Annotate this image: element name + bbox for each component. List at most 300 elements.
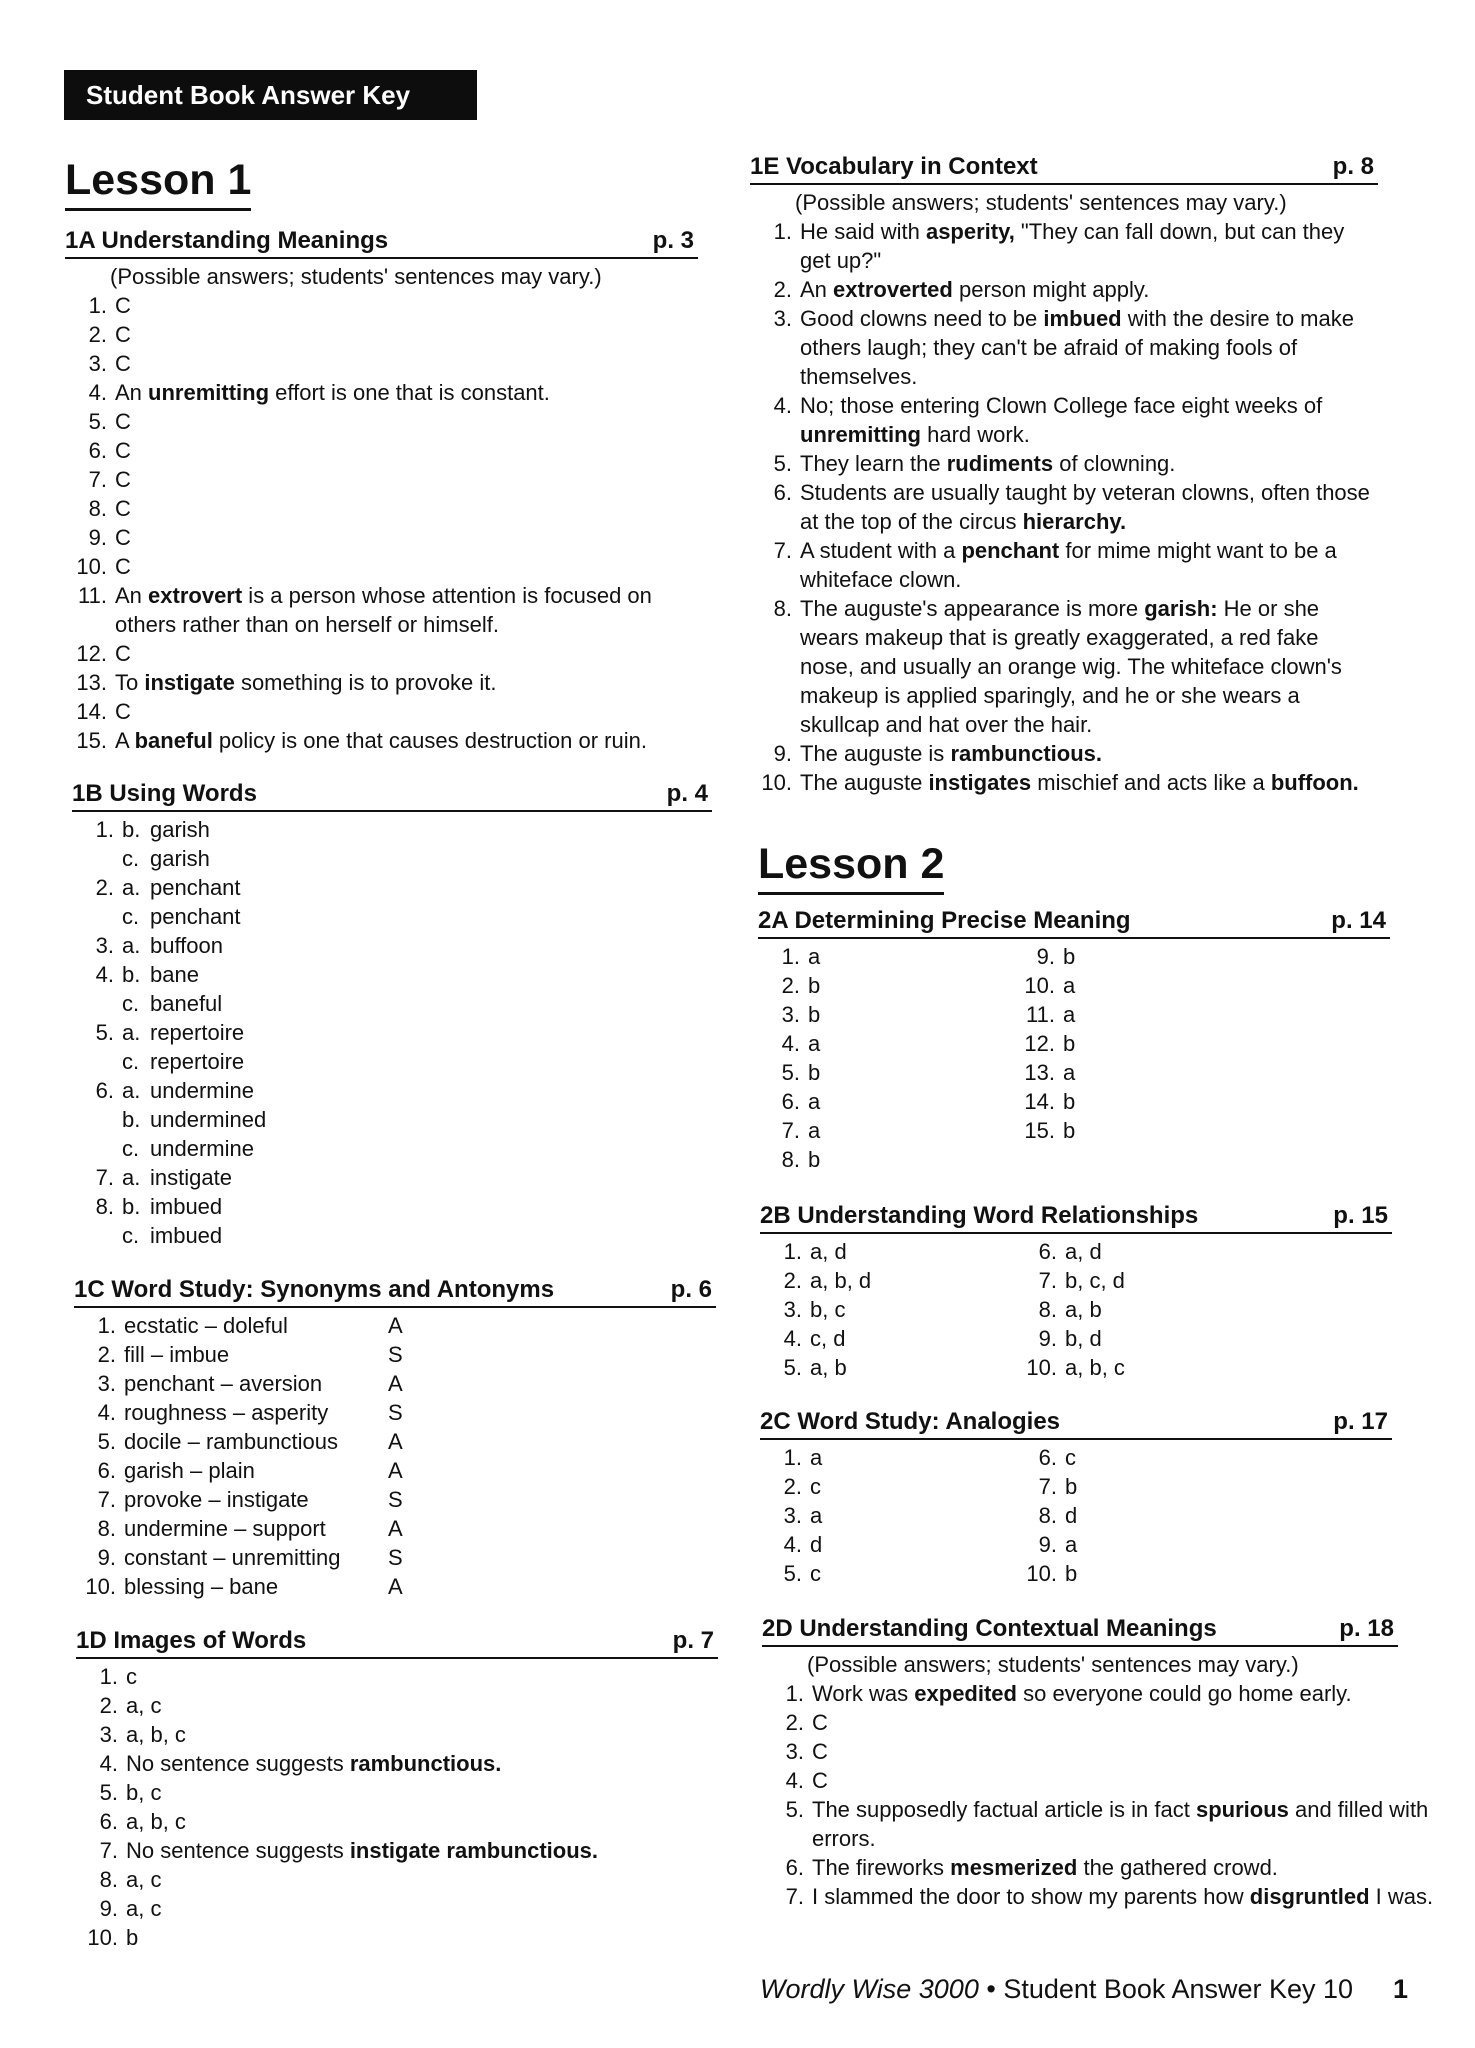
list-item [65, 407, 698, 436]
section-1a-page: p. 3 [652, 227, 694, 254]
list-item [72, 1018, 712, 1047]
item-text: A student with a penchant for mime might want to be a whiteface clown. [800, 538, 1337, 592]
item-text: instigate [150, 1165, 232, 1190]
item-text: I slammed the door to show my parents how disgruntled I was. [812, 1884, 1434, 1909]
section-1a-header [65, 226, 698, 259]
list-item [762, 1708, 1462, 1737]
section-1b-page: p. 4 [666, 780, 708, 807]
item-text: penchant [150, 904, 241, 929]
item-number: 14. [76, 699, 107, 724]
item-number: 1. [97, 1313, 116, 1338]
item-number: 10. [761, 770, 792, 795]
item-number: 11. [78, 583, 107, 608]
item-text: C [115, 293, 131, 318]
item-number: 6. [781, 1089, 800, 1114]
item-letter: a. [122, 1020, 141, 1045]
item-text: C [812, 1710, 828, 1735]
item-text: b [1065, 1474, 1078, 1499]
item-number: 9. [1038, 1532, 1057, 1557]
item-text: C [115, 322, 131, 347]
item-text: To instigate something is to provoke it. [115, 670, 497, 695]
item-word-pair: docile – rambunctious [124, 1429, 339, 1454]
item-number: 4. [88, 380, 107, 405]
list-item [65, 291, 698, 320]
item-number: 6. [1038, 1445, 1057, 1470]
item-number: 3. [783, 1503, 802, 1528]
list-item [72, 815, 712, 844]
item-text: undermine [150, 1136, 254, 1161]
item-number: 13. [1024, 1060, 1055, 1085]
list-item [760, 1443, 1015, 1472]
item-text: a, b, d [810, 1268, 872, 1293]
item-text: imbued [150, 1194, 223, 1219]
item-text: b [1065, 1561, 1078, 1586]
list-item [76, 1778, 718, 1807]
list-item [760, 1266, 1015, 1295]
item-text: a [1065, 1532, 1078, 1557]
item-text: penchant [150, 875, 241, 900]
item-text: a, c [126, 1693, 162, 1718]
item-number: 3. [785, 1739, 804, 1764]
item-number: 8. [1038, 1297, 1057, 1322]
item-text: The auguste instigates mischief and acts like a buffoon. [800, 770, 1359, 795]
item-text: a [1063, 1060, 1076, 1085]
item-text: b, c [126, 1780, 162, 1805]
list-item [762, 1795, 1462, 1853]
section-1d-page: p. 7 [672, 1627, 714, 1654]
item-number: 1. [88, 293, 107, 318]
item-text: c [1065, 1445, 1076, 1470]
item-number: 1. [95, 817, 114, 842]
item-text: imbued [150, 1223, 223, 1248]
section-2b-header [760, 1201, 1392, 1234]
list-item [750, 391, 1378, 449]
item-number: 1. [783, 1445, 802, 1470]
item-text: b, c, d [1065, 1268, 1125, 1293]
section-1c-list [74, 1311, 716, 1601]
item-number: 7. [773, 538, 792, 563]
item-text: b [1063, 1089, 1076, 1114]
list-item [750, 275, 1378, 304]
item-number: 10. [85, 1574, 116, 1599]
list-item [1013, 1029, 1253, 1058]
item-text: b [1063, 1118, 1076, 1143]
item-text: C [115, 438, 131, 463]
item-number: 3. [783, 1297, 802, 1322]
item-letter: c. [122, 1223, 140, 1248]
item-text: undermine [150, 1078, 254, 1103]
item-text: b [808, 973, 821, 998]
list-item [1015, 1237, 1255, 1266]
item-text: Good clowns need to be imbued with the desire to make others laugh; they can't be afraid of making fools of themselves. [800, 306, 1354, 389]
item-letter: c. [122, 904, 140, 929]
section-1b-list [72, 815, 712, 1250]
item-text: repertoire [150, 1049, 245, 1074]
list-item [1015, 1472, 1255, 1501]
item-text: b, c [810, 1297, 846, 1322]
item-word-pair: roughness – asperity [124, 1400, 329, 1425]
list-item [65, 581, 698, 639]
item-number: 9. [1036, 944, 1055, 969]
item-number: 4. [781, 1031, 800, 1056]
section-1c-page: p. 6 [670, 1276, 712, 1303]
item-text: garish [150, 817, 210, 842]
item-number: 8. [781, 1147, 800, 1172]
item-answer: S [388, 1545, 403, 1570]
list-item [76, 1923, 718, 1952]
item-number: 6. [785, 1855, 804, 1880]
item-word-pair: blessing – bane [124, 1574, 279, 1599]
item-number: 5. [88, 409, 107, 434]
list-item [65, 639, 698, 668]
list-item [74, 1514, 716, 1543]
section-1c-title: 1C Word Study: Synonyms and Antonyms [74, 1276, 555, 1303]
item-text: a, d [1065, 1239, 1102, 1264]
list-item [762, 1766, 1462, 1795]
item-text: a, c [126, 1867, 162, 1892]
answer-column-left [758, 942, 1013, 1174]
section-2b-page: p. 15 [1333, 1202, 1388, 1229]
list-item [758, 942, 1013, 971]
list-item [1015, 1559, 1255, 1588]
item-text: C [115, 641, 131, 666]
item-number: 5. [785, 1797, 804, 1822]
list-item [76, 1749, 718, 1778]
item-answer: A [388, 1516, 403, 1541]
list-item [750, 478, 1378, 536]
item-text: C [812, 1768, 828, 1793]
section-2b [760, 1201, 1392, 1382]
item-text: a [810, 1503, 823, 1528]
item-number: 7. [781, 1118, 800, 1143]
item-number: 15. [1024, 1118, 1055, 1143]
item-text: b [1063, 1031, 1076, 1056]
list-item [65, 726, 698, 755]
item-number: 2. [783, 1474, 802, 1499]
item-number [72, 1047, 122, 1076]
item-text: C [115, 351, 131, 376]
item-number: 7. [1038, 1474, 1057, 1499]
section-1e-header [750, 152, 1378, 185]
item-number: 2. [785, 1710, 804, 1735]
item-letter: c. [122, 1136, 140, 1161]
section-2b-grid [760, 1237, 1392, 1382]
item-number: 4. [783, 1532, 802, 1557]
list-item [1015, 1353, 1255, 1382]
list-item [76, 1894, 718, 1923]
list-item [72, 1221, 712, 1250]
section-1e-page: p. 8 [1332, 153, 1374, 180]
item-number: 8. [97, 1516, 116, 1541]
item-answer: A [388, 1313, 403, 1338]
section-1d-title: 1D Images of Words [76, 1627, 307, 1654]
list-item [750, 449, 1378, 478]
item-text: The auguste's appearance is more garish: He or she wears makeup that is greatly exaggerated, a red fake nose, and usually an orange wig. The whiteface clown's makeup is applied sparingly, and he or she wears a skullcap and hat over the hair. [800, 596, 1342, 737]
item-number: 13. [76, 670, 107, 695]
item-text: undermined [150, 1107, 267, 1132]
list-item [760, 1472, 1015, 1501]
item-number [72, 989, 122, 1018]
item-text: C [115, 496, 131, 521]
item-number: 1. [783, 1239, 802, 1264]
item-number: 9. [773, 741, 792, 766]
list-item [76, 1836, 718, 1865]
list-item [74, 1427, 716, 1456]
list-item [74, 1456, 716, 1485]
list-item [74, 1311, 716, 1340]
footer-title: Student Book Answer Key 10 [1003, 1974, 1354, 2004]
list-item [750, 739, 1378, 768]
item-number: 3. [88, 351, 107, 376]
item-number [72, 1105, 122, 1134]
answer-column-left [760, 1237, 1015, 1382]
item-text: a [808, 1118, 821, 1143]
section-1c-header [74, 1275, 716, 1308]
answer-column-right [1015, 1443, 1255, 1588]
lesson-1-heading: Lesson 1 [65, 156, 251, 211]
item-letter: b. [122, 817, 141, 842]
section-2d-title: 2D Understanding Contextual Meanings [762, 1615, 1217, 1642]
item-letter: c. [122, 846, 140, 871]
footer-series: Wordly Wise 3000 [760, 1974, 979, 2004]
item-text: a [810, 1445, 823, 1470]
item-text: C [115, 467, 131, 492]
section-1a [65, 226, 698, 755]
item-answer: A [388, 1371, 403, 1396]
list-item [758, 1087, 1013, 1116]
list-item [72, 1192, 712, 1221]
item-text: d [810, 1532, 823, 1557]
section-1e-title: 1E Vocabulary in Context [750, 153, 1038, 180]
item-number: 3. [781, 1002, 800, 1027]
item-number: 10. [76, 554, 107, 579]
list-item [72, 1163, 712, 1192]
item-text: b [808, 1147, 821, 1172]
item-text: c [810, 1474, 821, 1499]
list-item [72, 902, 712, 931]
item-number: 8. [88, 496, 107, 521]
item-word-pair: fill – imbue [124, 1342, 230, 1367]
list-item [762, 1882, 1462, 1911]
item-number: 2. [783, 1268, 802, 1293]
list-item [750, 768, 1378, 797]
item-text: b [1063, 944, 1076, 969]
item-text: repertoire [150, 1020, 245, 1045]
section-2c [760, 1407, 1392, 1588]
item-number: 6. [99, 1809, 118, 1834]
section-1e-list [750, 217, 1378, 797]
section-1d [76, 1626, 718, 1952]
item-number: 4. [99, 1751, 118, 1776]
item-answer: S [388, 1400, 403, 1425]
footer-separator: • [978, 1974, 1004, 2004]
section-2c-page: p. 17 [1333, 1408, 1388, 1435]
item-letter: b. [122, 962, 141, 987]
item-number: 1. [773, 219, 792, 244]
list-item [72, 1105, 712, 1134]
item-number: 6. [773, 480, 792, 505]
list-item [65, 668, 698, 697]
item-text: a, b, c [126, 1809, 186, 1834]
item-text: b [808, 1002, 821, 1027]
item-letter: b. [122, 1107, 141, 1132]
list-item [750, 217, 1378, 275]
list-item [76, 1807, 718, 1836]
item-number: 8. [1038, 1503, 1057, 1528]
section-1a-title: 1A Understanding Meanings [65, 227, 389, 254]
section-2c-grid [760, 1443, 1392, 1588]
item-text: c, d [810, 1326, 846, 1351]
item-number: 1. [785, 1681, 804, 1706]
item-text: C [115, 525, 131, 550]
list-item [750, 594, 1378, 739]
item-number: 10. [87, 1925, 118, 1950]
item-word-pair: ecstatic – doleful [124, 1313, 288, 1338]
list-item [1015, 1443, 1255, 1472]
section-1d-header [76, 1626, 718, 1659]
item-number: 14. [1024, 1089, 1055, 1114]
list-item [1013, 971, 1253, 1000]
item-text: An extroverted person might apply. [800, 277, 1150, 302]
item-letter: c. [122, 1049, 140, 1074]
item-word-pair: penchant – aversion [124, 1371, 323, 1396]
item-text: No; those entering Clown College face eight weeks of unremitting hard work. [800, 393, 1323, 447]
item-letter: c. [122, 991, 140, 1016]
item-number: 9. [99, 1896, 118, 1921]
list-item [65, 436, 698, 465]
list-item [750, 304, 1378, 391]
list-item [760, 1501, 1015, 1530]
item-text: c [810, 1561, 821, 1586]
item-letter: a. [122, 875, 141, 900]
section-2d-list [762, 1679, 1462, 1911]
item-answer: A [388, 1429, 403, 1454]
item-number: 12. [76, 641, 107, 666]
item-letter: b. [122, 1194, 141, 1219]
item-number: 8. [773, 596, 792, 621]
list-item [1015, 1324, 1255, 1353]
section-1e-note: (Possible answers; students' sentences may vary.) [795, 190, 1287, 215]
item-number: 2. [781, 973, 800, 998]
list-item [758, 1116, 1013, 1145]
item-number: 10. [1024, 973, 1055, 998]
section-2a [758, 906, 1390, 1174]
item-number: 3. [97, 1371, 116, 1396]
item-number: 15. [76, 728, 107, 753]
item-text: a, b [810, 1355, 847, 1380]
item-number [72, 844, 122, 873]
item-number: 1. [781, 944, 800, 969]
list-item [758, 1145, 1013, 1174]
item-answer: A [388, 1458, 403, 1483]
list-item [65, 465, 698, 494]
item-text: a [1063, 973, 1076, 998]
list-item [72, 873, 712, 902]
list-item [65, 349, 698, 378]
item-text: a [808, 1031, 821, 1056]
answer-column-left [760, 1443, 1015, 1588]
item-text: a, b, c [126, 1722, 186, 1747]
item-text: An extrovert is a person whose attention is focused on others rather than on herself or himself. [115, 583, 652, 637]
list-item [1013, 1058, 1253, 1087]
item-number: 7. [95, 1165, 114, 1190]
list-item [76, 1691, 718, 1720]
item-letter: a. [122, 933, 141, 958]
item-letter: a. [122, 1078, 141, 1103]
item-number: 2. [97, 1342, 116, 1367]
list-item [1013, 1087, 1253, 1116]
item-text: C [115, 554, 131, 579]
section-1b-header [72, 779, 712, 812]
item-number: 6. [97, 1458, 116, 1483]
item-number: 6. [1038, 1239, 1057, 1264]
item-answer: S [388, 1487, 403, 1512]
item-number: 5. [781, 1060, 800, 1085]
list-item [65, 523, 698, 552]
list-item [762, 1679, 1462, 1708]
section-2a-grid [758, 942, 1390, 1174]
answer-column-right [1013, 942, 1253, 1174]
item-text: C [115, 699, 131, 724]
item-number: 3. [99, 1722, 118, 1747]
list-item [72, 960, 712, 989]
item-text: The fireworks mesmerized the gathered crowd. [812, 1855, 1278, 1880]
item-word-pair: garish – plain [124, 1458, 255, 1483]
list-item [1013, 1000, 1253, 1029]
item-text: Students are usually taught by veteran clowns, often those at the top of the circus hierarchy. [800, 480, 1370, 534]
list-item [1013, 942, 1253, 971]
item-text: b [126, 1925, 139, 1950]
item-number: 5. [783, 1561, 802, 1586]
list-item [65, 552, 698, 581]
section-2d [762, 1614, 1434, 1911]
item-number: 9. [88, 525, 107, 550]
item-number: 5. [95, 1020, 114, 1045]
list-item [760, 1295, 1015, 1324]
section-2d-header [762, 1614, 1398, 1647]
section-1a-note: (Possible answers; students' sentences may vary.) [110, 264, 602, 289]
item-number: 9. [97, 1545, 116, 1570]
list-item [758, 1058, 1013, 1087]
item-text: The auguste is rambunctious. [800, 741, 1103, 766]
list-item [762, 1737, 1462, 1766]
item-text: buffoon [150, 933, 224, 958]
item-number: 3. [95, 933, 114, 958]
list-item [762, 1853, 1462, 1882]
item-letter: a. [122, 1165, 141, 1190]
list-item [1015, 1295, 1255, 1324]
item-number: 8. [95, 1194, 114, 1219]
item-number: 6. [88, 438, 107, 463]
section-2c-title: 2C Word Study: Analogies [760, 1408, 1061, 1435]
item-number: 10. [1026, 1561, 1057, 1586]
list-item [760, 1324, 1015, 1353]
item-text: d [1065, 1503, 1078, 1528]
item-number: 2. [773, 277, 792, 302]
item-number: 7. [97, 1487, 116, 1512]
item-text: b [808, 1060, 821, 1085]
item-text: No sentence suggests rambunctious. [126, 1751, 502, 1776]
list-item [76, 1720, 718, 1749]
list-item [1015, 1501, 1255, 1530]
item-number: 12. [1024, 1031, 1055, 1056]
item-number: 9. [1038, 1326, 1057, 1351]
item-text: a [1063, 1002, 1076, 1027]
list-item [72, 931, 712, 960]
list-item [1013, 1116, 1253, 1145]
item-number: 4. [95, 962, 114, 987]
item-number [72, 902, 122, 931]
